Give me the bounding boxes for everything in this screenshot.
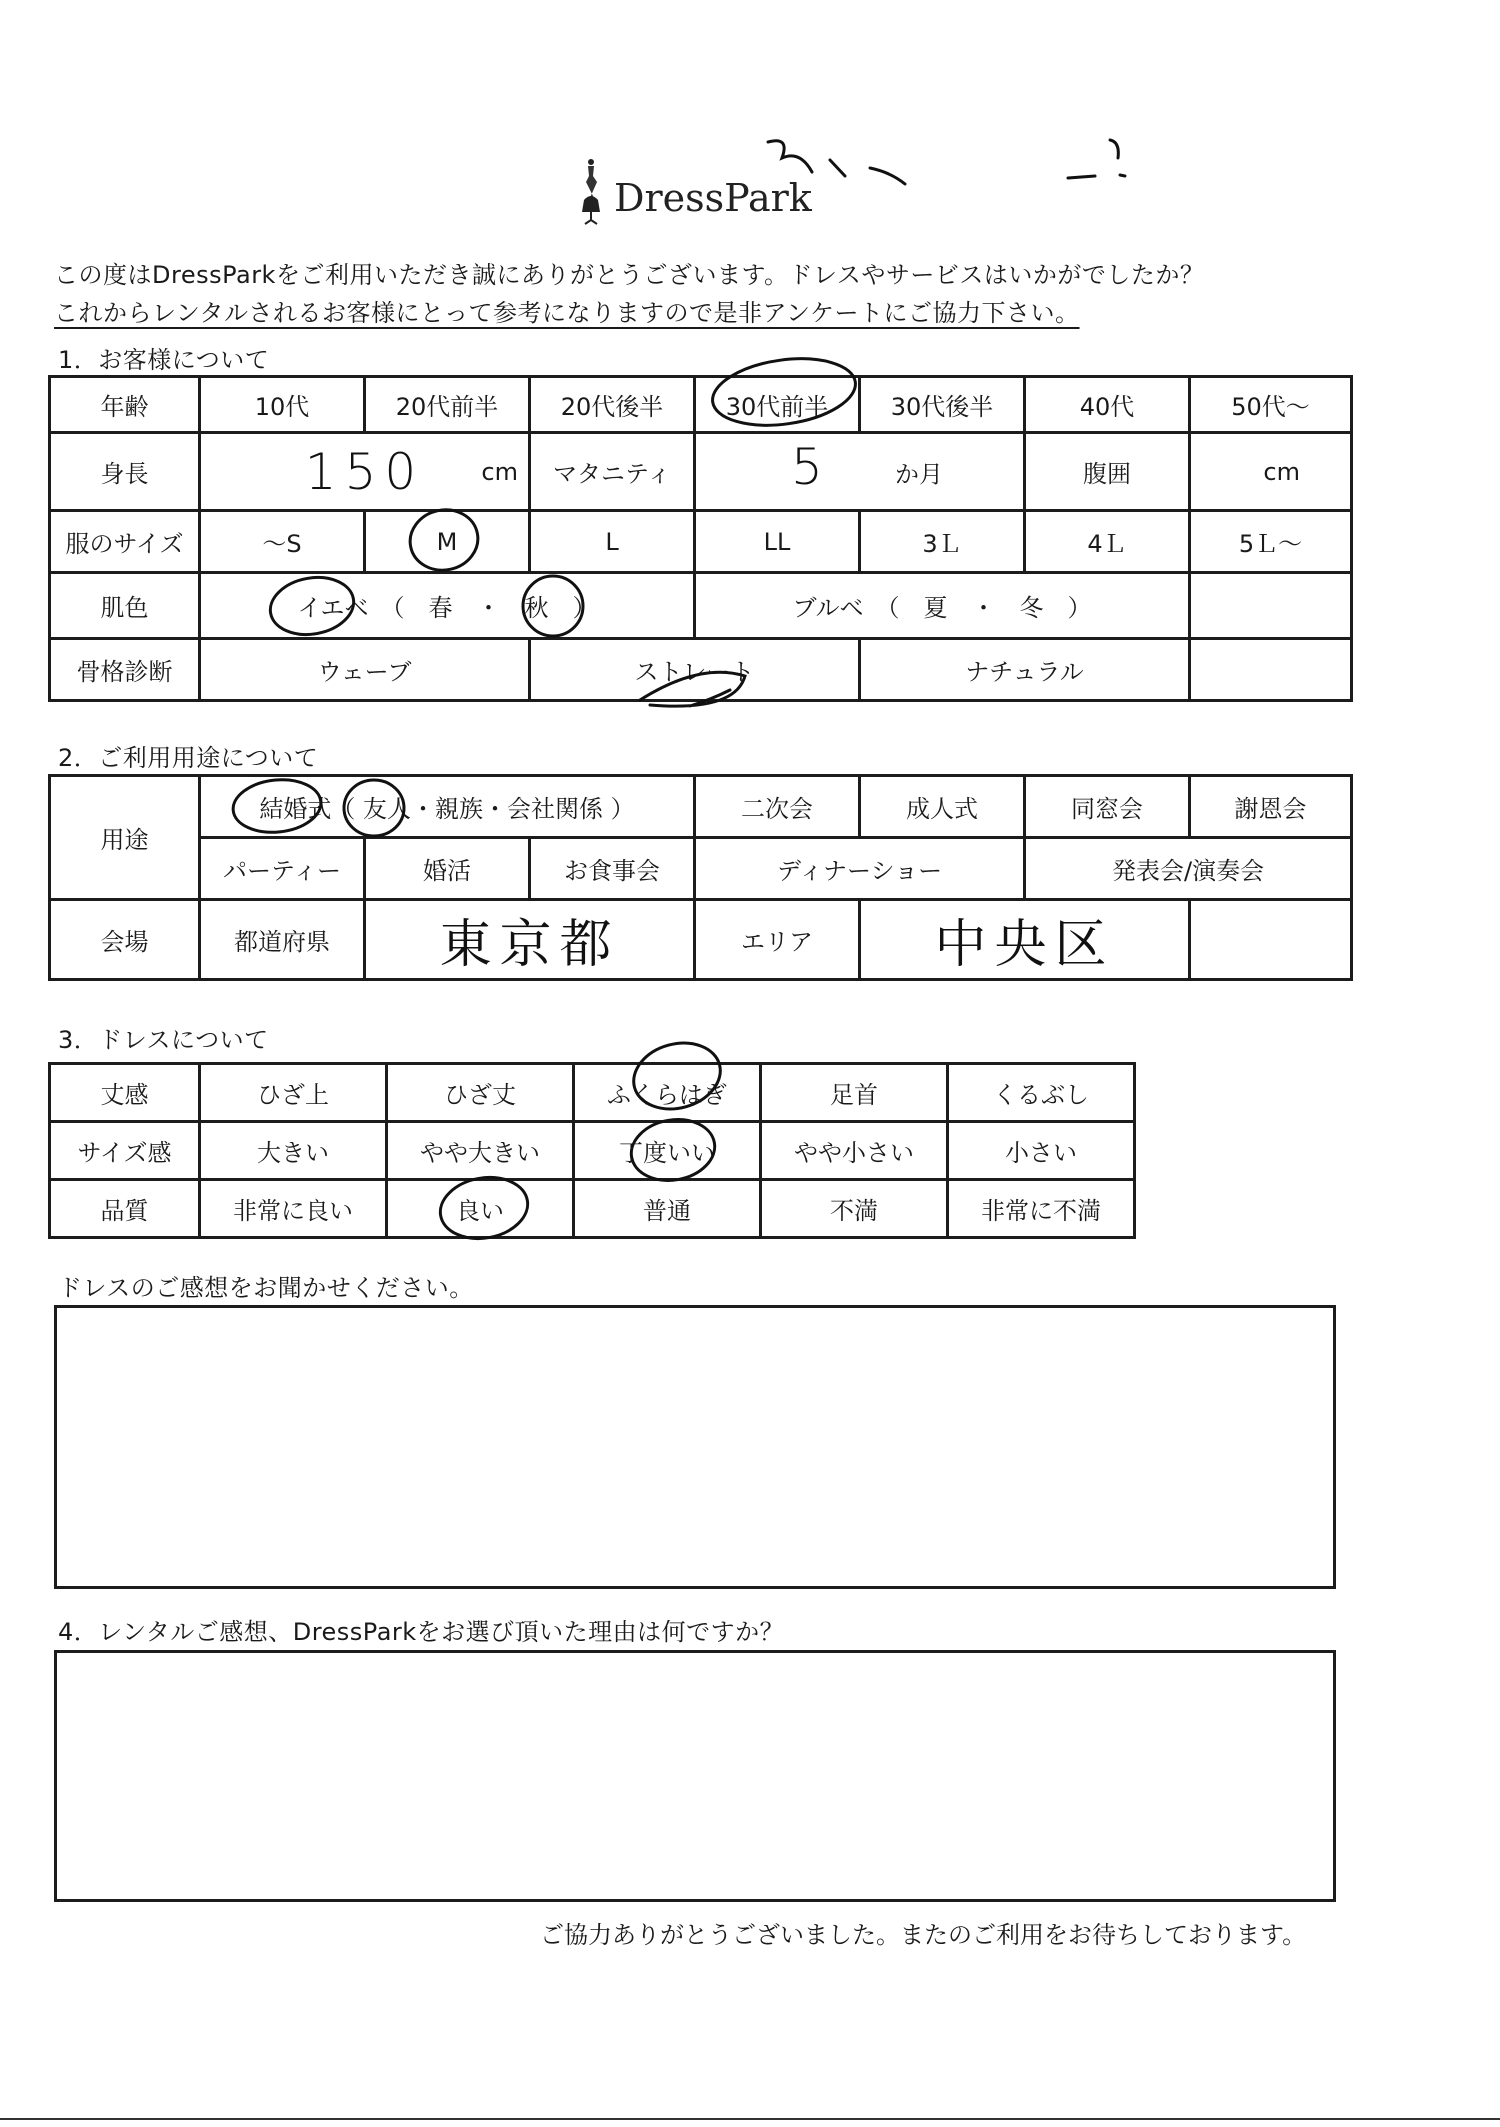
size-option[interactable]: 〜S <box>200 511 365 573</box>
impression-textarea[interactable] <box>54 1305 1336 1589</box>
footer-divider <box>0 2118 1500 2120</box>
size-label: 服のサイズ <box>50 511 200 573</box>
maternity-value: 5 <box>791 438 831 496</box>
prefecture-value: 東京都 <box>439 915 620 975</box>
purpose-option[interactable]: 婚活 <box>365 838 530 900</box>
age-option[interactable]: 40代 <box>1025 377 1190 433</box>
age-option[interactable]: 20代後半 <box>530 377 695 433</box>
height-unit: cm <box>481 457 518 486</box>
section-2-title: 2．ご利用用途について <box>58 744 319 772</box>
height-label: 身長 <box>50 433 200 511</box>
usage-table <box>48 774 1353 981</box>
section-4-title: 4．レンタルご感想、DressParkをお選び頂いた理由は何ですか？ <box>58 1618 785 1646</box>
skin-blue-option[interactable]: ブルベ （ 夏 ・ 冬 ） <box>695 573 1190 639</box>
age-option[interactable]: 20代前半 <box>365 377 530 433</box>
section-1-title: 1．お客様について <box>58 346 270 374</box>
purpose-option[interactable]: パーティー <box>200 838 365 900</box>
area-field[interactable] <box>860 900 1190 980</box>
skin-label: 肌色 <box>50 573 200 639</box>
closing-message: ご協力ありがとうございました。またのご利用をお待ちしております。 <box>540 1921 1307 1949</box>
impression-prompt: ドレスのご感想をお聞かせください。 <box>58 1274 474 1302</box>
frame-option[interactable]: ナチュラル <box>860 639 1190 701</box>
purpose-option[interactable]: 成人式 <box>860 776 1025 838</box>
purpose-option[interactable]: 二次会 <box>695 776 860 838</box>
dress-table <box>48 1062 1136 1239</box>
size-option[interactable]: L <box>530 511 695 573</box>
age-option[interactable]: 30代後半 <box>860 377 1025 433</box>
height-value: 150 <box>304 442 425 501</box>
quality-label: 品質 <box>50 1180 200 1238</box>
waist-unit: cm <box>1263 457 1300 486</box>
length-label: 丈感 <box>50 1064 200 1122</box>
size-option-selected[interactable]: M <box>365 511 530 573</box>
quality-option[interactable]: 非常に良い <box>200 1180 387 1238</box>
size-option[interactable]: LL <box>695 511 860 573</box>
size-option[interactable]: 5Ｌ〜 <box>1190 511 1352 573</box>
fit-option[interactable]: やや小さい <box>761 1122 948 1180</box>
section-3-title: 3．ドレスについて <box>58 1026 269 1054</box>
prefecture-field[interactable] <box>365 900 695 980</box>
purpose-wedding-option[interactable]: 結婚式（ 友人・親族・会社関係 ） <box>200 776 695 838</box>
skin-yellow-option[interactable]: イエベ （ 春 ・ 秋 ） <box>200 573 695 639</box>
age-option-selected[interactable]: 30代前半 <box>695 377 860 433</box>
intro-line-1: この度はDressParkをご利用いただき誠にありがとうございます。ドレスやサービスはいかがでしたか？ <box>54 261 1205 289</box>
purpose-option[interactable]: 謝恩会 <box>1190 776 1352 838</box>
size-option[interactable]: 4Ｌ <box>1025 511 1190 573</box>
waist-label: 腹囲 <box>1025 433 1190 511</box>
maternity-label: マタニティ <box>530 433 695 511</box>
fit-option[interactable]: 小さい <box>948 1122 1135 1180</box>
dress-mannequin-icon <box>576 156 606 226</box>
area-value: 中央区 <box>934 915 1115 975</box>
age-label: 年齢 <box>50 377 200 433</box>
purpose-option[interactable]: 同窓会 <box>1025 776 1190 838</box>
quality-option[interactable]: 非常に不満 <box>948 1180 1135 1238</box>
purpose-option[interactable]: 発表会/演奏会 <box>1025 838 1352 900</box>
size-option[interactable]: 3Ｌ <box>860 511 1025 573</box>
fit-option-selected[interactable]: 丁度いい <box>574 1122 761 1180</box>
age-option[interactable]: 10代 <box>200 377 365 433</box>
venue-label: 会場 <box>50 900 200 980</box>
length-option[interactable]: 足首 <box>761 1064 948 1122</box>
quality-option[interactable]: 不満 <box>761 1180 948 1238</box>
frame-option-selected[interactable]: ストレート <box>530 639 860 701</box>
brand-name: DressPark <box>614 176 812 220</box>
length-option[interactable]: ひざ上 <box>200 1064 387 1122</box>
prefecture-label: 都道府県 <box>200 900 365 980</box>
area-label: エリア <box>695 900 860 980</box>
fit-option[interactable]: やや大きい <box>387 1122 574 1180</box>
purpose-option[interactable]: お食事会 <box>530 838 695 900</box>
length-option-selected[interactable]: ふくらはぎ <box>574 1064 761 1122</box>
waist-field[interactable] <box>1190 433 1352 511</box>
length-option[interactable]: くるぶし <box>948 1064 1135 1122</box>
customer-info-table <box>48 375 1353 702</box>
purpose-label: 用途 <box>50 776 200 900</box>
age-option[interactable]: 50代〜 <box>1190 377 1352 433</box>
height-field[interactable] <box>200 433 530 511</box>
frame-label: 骨格診断 <box>50 639 200 701</box>
maternity-field[interactable] <box>695 433 1025 511</box>
frame-option[interactable]: ウェーブ <box>200 639 530 701</box>
fit-option[interactable]: 大きい <box>200 1122 387 1180</box>
maternity-unit: か月 <box>895 460 943 488</box>
brand-logo <box>576 156 836 226</box>
intro-line-2: これからレンタルされるお客様にとって参考になりますので是非アンケートにご協力下さい。 <box>54 299 1080 327</box>
quality-option[interactable]: 普通 <box>574 1180 761 1238</box>
reason-textarea[interactable] <box>54 1650 1336 1902</box>
quality-option-selected[interactable]: 良い <box>387 1180 574 1238</box>
purpose-option[interactable]: ディナーショー <box>695 838 1025 900</box>
fit-label: サイズ感 <box>50 1122 200 1180</box>
length-option[interactable]: ひざ丈 <box>387 1064 574 1122</box>
